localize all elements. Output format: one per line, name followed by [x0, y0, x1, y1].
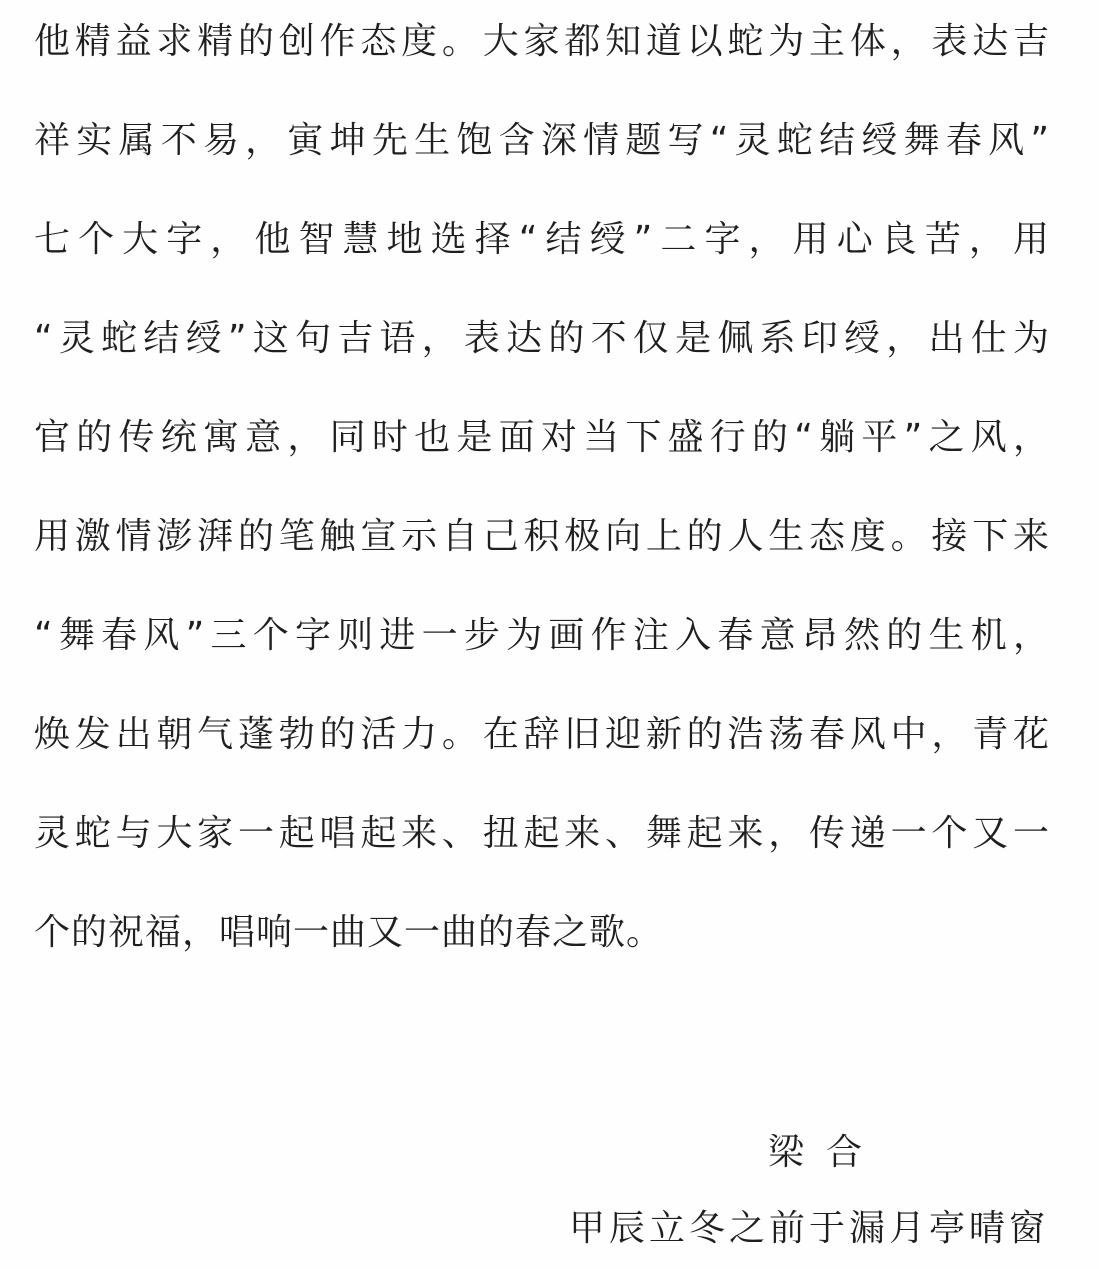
author-name: 梁合: [768, 1132, 885, 1173]
paragraph-line-7: “舞春风”三个字则进一步为画作注入春意昂然的生机，: [34, 615, 1050, 656]
paragraph-line-9: 灵蛇与大家一起唱起来、扭起来、舞起来，传递一个又一: [34, 813, 1050, 854]
paragraph-line-4: “灵蛇结绶”这句吉语，表达的不仅是佩系印绶，出仕为: [34, 318, 1050, 359]
paragraph-line-6: 用激情澎湃的笔触宣示自己积极向上的人生态度。接下来: [34, 516, 1050, 557]
paragraph-line-2: 祥实属不易，寅坤先生饱含深情题写“灵蛇结绶舞春风”: [34, 120, 1050, 161]
paragraph-line-5: 官的传统寓意，同时也是面对当下盛行的“躺平”之风，: [34, 417, 1050, 458]
paragraph-line-3: 七个大字，他智慧地选择“结绶”二字，用心良苦，用: [34, 219, 1050, 260]
paragraph-line-8: 焕发出朝气蓬勃的活力。在辞旧迎新的浩荡春风中，青花: [34, 714, 1050, 755]
paragraph-line-1: 他精益求精的创作态度。大家都知道以蛇为主体，表达吉: [34, 21, 1050, 62]
date-place-signature: 甲辰立冬之前于漏月亭晴窗: [568, 1208, 1049, 1249]
paragraph-line-10: 个的祝福，唱响一曲又一曲的春之歌。: [34, 912, 664, 953]
